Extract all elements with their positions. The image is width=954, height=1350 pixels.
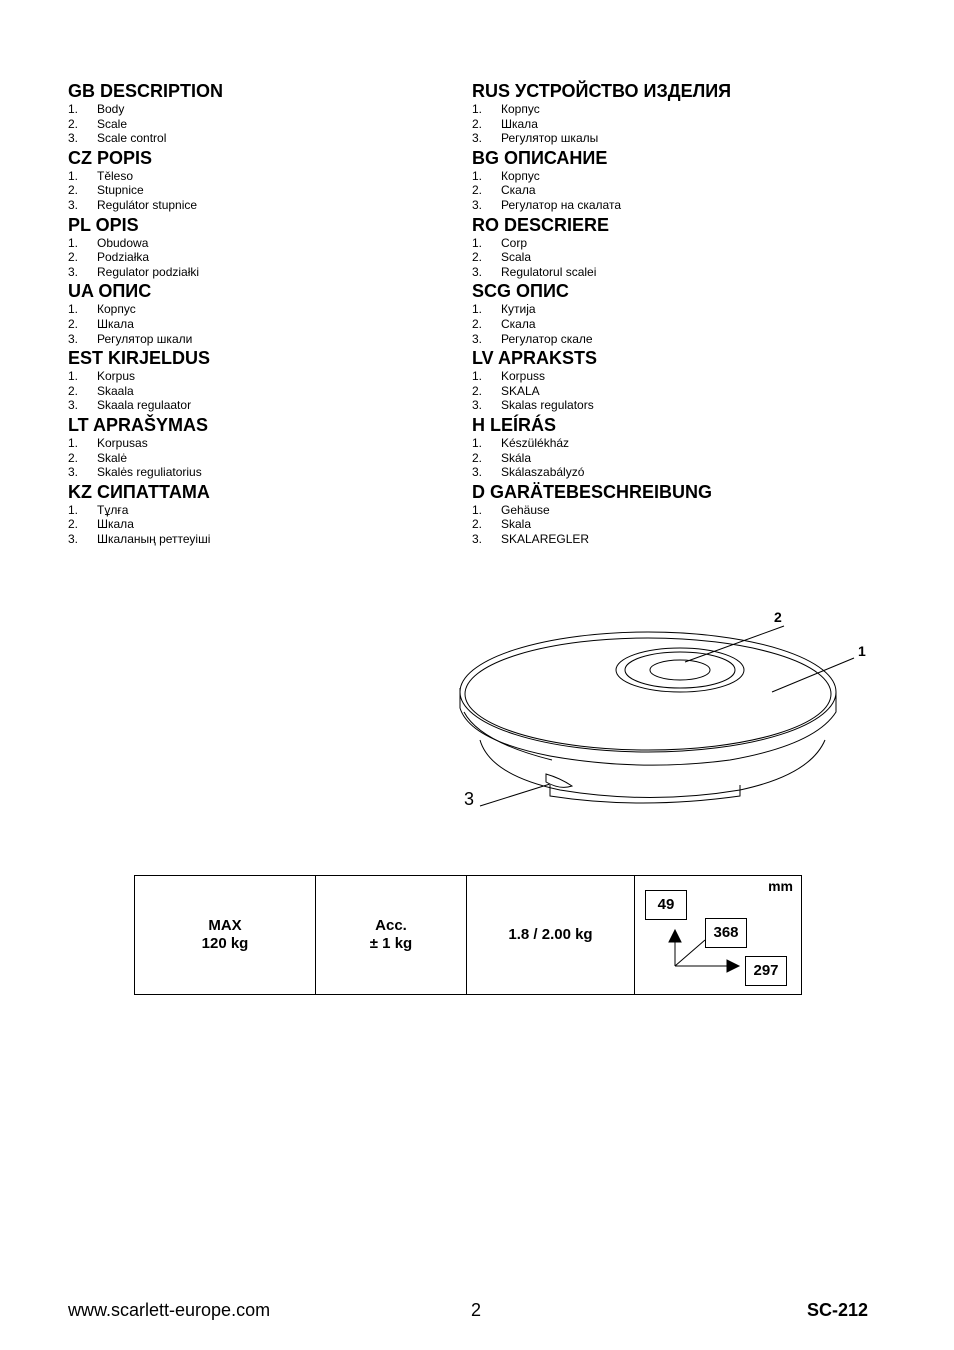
right-column <box>472 80 872 547</box>
item-text: Корпус <box>97 302 136 317</box>
language-section <box>68 214 468 280</box>
list-item <box>472 465 872 480</box>
section-title: LT APRAŠYMAS <box>68 414 209 435</box>
scale-top <box>460 632 836 752</box>
list-item <box>68 436 468 451</box>
language-section <box>68 80 468 146</box>
depth-box: 368 <box>705 918 747 948</box>
diagram-label-3: 3 <box>464 789 475 809</box>
item-text: Korpusas <box>97 435 148 450</box>
list-item <box>68 332 468 347</box>
item-text: Регулятор шкалы <box>501 131 599 146</box>
item-number: 2. <box>68 183 79 198</box>
item-text: Шкала <box>97 517 134 532</box>
item-number: 3. <box>68 531 79 546</box>
item-text: Skálaszabályzó <box>501 465 585 480</box>
item-text: SKALA <box>501 383 540 398</box>
list-item <box>68 250 468 265</box>
accuracy-cell <box>316 876 467 995</box>
item-text: Скала <box>501 316 536 331</box>
list-item <box>68 265 468 280</box>
item-number: 2. <box>68 116 79 131</box>
accuracy-label: Acc. <box>375 917 407 934</box>
list-item <box>472 102 872 117</box>
parts-list <box>68 169 468 213</box>
section-title: PL OPIS <box>68 214 139 235</box>
item-number: 1. <box>68 102 79 116</box>
scale-dial-outer <box>616 648 744 692</box>
parts-list <box>68 503 468 547</box>
item-text: Regulatorul scalei <box>501 264 597 279</box>
max-label: MAX <box>208 917 242 934</box>
section-title: EST KIRJELDUS <box>68 348 211 369</box>
item-number: 2. <box>472 517 483 532</box>
list-item <box>68 369 468 384</box>
list-item <box>68 517 468 532</box>
list-item <box>68 451 468 466</box>
language-section <box>472 214 872 280</box>
item-text: Регулятор шкали <box>97 331 193 346</box>
list-item <box>68 183 468 198</box>
list-item <box>68 117 468 132</box>
section-title: SCG ОПИС <box>472 281 569 302</box>
item-number: 2. <box>68 316 79 331</box>
list-item <box>472 398 872 413</box>
list-item <box>472 198 872 213</box>
item-number: 2. <box>68 450 79 465</box>
item-text: SKALAREGLER <box>501 531 590 546</box>
scale-dial-inner <box>650 660 710 680</box>
section-title: RO DESCRIERE <box>472 214 610 235</box>
item-number: 3. <box>472 197 483 212</box>
list-item <box>472 317 872 332</box>
parts-list <box>472 169 872 213</box>
item-number: 1. <box>472 369 483 384</box>
language-section <box>472 80 872 146</box>
item-text: Корпус <box>501 168 540 183</box>
language-section <box>68 147 468 213</box>
section-title: BG ОПИСАНИЕ <box>472 147 608 168</box>
list-item <box>68 236 468 251</box>
item-text: Тұлға <box>97 502 129 517</box>
item-text: Korpus <box>97 369 136 384</box>
section-title: H LEÍRÁS <box>472 414 557 435</box>
item-text: Skalė <box>97 450 128 465</box>
parts-list <box>472 302 872 346</box>
item-number: 3. <box>68 331 79 346</box>
list-item <box>472 503 872 518</box>
parts-list <box>472 369 872 413</box>
item-text: Obudowa <box>97 235 149 250</box>
language-section <box>68 280 468 346</box>
parts-list <box>472 236 872 280</box>
footer-url[interactable]: www.scarlett-europe.com <box>68 1300 271 1320</box>
parts-list <box>68 369 468 413</box>
item-text: Těleso <box>97 168 134 183</box>
item-text: Skaala regulaator <box>97 398 192 413</box>
item-number: 1. <box>68 235 79 250</box>
dimension-arrows-icon <box>635 876 801 994</box>
item-text: Corp <box>501 235 528 250</box>
list-item <box>472 236 872 251</box>
item-text: Készülékház <box>501 435 570 450</box>
diagram-label-2: 2 <box>774 609 782 625</box>
list-item <box>68 302 468 317</box>
item-number: 3. <box>472 398 483 413</box>
item-number: 2. <box>68 517 79 532</box>
list-item <box>68 532 468 547</box>
language-section <box>472 481 872 547</box>
width-box: 297 <box>745 956 787 986</box>
item-number: 2. <box>472 450 483 465</box>
language-section <box>68 347 468 413</box>
item-number: 1. <box>68 302 79 317</box>
scale-diagram <box>440 600 880 820</box>
item-number: 3. <box>68 197 79 212</box>
item-number: 2. <box>472 183 483 198</box>
max-cell <box>135 876 316 995</box>
list-item <box>472 302 872 317</box>
list-item <box>68 398 468 413</box>
diagram-label-1: 1 <box>858 643 866 659</box>
item-text: Body <box>97 102 125 116</box>
item-number: 2. <box>472 383 483 398</box>
item-number: 2. <box>68 383 79 398</box>
parts-list <box>472 503 872 547</box>
parts-list <box>472 436 872 480</box>
dimensions-cell <box>635 876 802 995</box>
item-number: 3. <box>68 131 79 146</box>
item-text: Корпус <box>501 102 540 116</box>
list-item <box>472 532 872 547</box>
item-number: 3. <box>472 264 483 279</box>
parts-list <box>472 102 872 146</box>
list-item <box>472 451 872 466</box>
item-text: Gehäuse <box>501 502 550 517</box>
item-number: 2. <box>472 316 483 331</box>
list-item <box>472 169 872 184</box>
accuracy-value: ± 1 kg <box>369 935 413 952</box>
item-text: Skala <box>501 517 532 532</box>
list-item <box>472 436 872 451</box>
list-item <box>472 332 872 347</box>
list-item <box>472 517 872 532</box>
item-number: 1. <box>68 168 79 183</box>
item-number: 1. <box>472 235 483 250</box>
item-number: 2. <box>472 250 483 265</box>
unit-label: mm <box>768 878 793 894</box>
section-title: LV APRAKSTS <box>472 348 598 369</box>
item-text: Scale control <box>97 131 167 146</box>
item-number: 1. <box>472 502 483 517</box>
section-title: D GARÄTEBESCHREIBUNG <box>472 481 713 502</box>
list-item <box>472 265 872 280</box>
item-number: 3. <box>472 331 483 346</box>
list-item <box>472 369 872 384</box>
item-text: Skaala <box>97 383 134 398</box>
item-text: Регулатор на скалата <box>501 197 621 212</box>
item-number: 1. <box>68 502 79 517</box>
list-item <box>68 317 468 332</box>
list-item <box>472 131 872 146</box>
item-text: Регулатор скале <box>501 331 593 346</box>
section-title: KZ СИПАТТАМА <box>68 481 210 502</box>
language-section <box>68 414 468 480</box>
section-title: CZ POPIS <box>68 147 153 168</box>
item-number: 1. <box>472 302 483 317</box>
weight-cell <box>467 876 635 995</box>
item-text: Scale <box>97 116 128 131</box>
list-item <box>472 117 872 132</box>
parts-list <box>68 436 468 480</box>
section-title: RUS УСТРОЙСТВО ИЗДЕЛИЯ <box>472 81 732 101</box>
item-text: Stupnice <box>97 183 144 198</box>
item-number: 1. <box>68 369 79 384</box>
list-item <box>68 465 468 480</box>
item-text: Scala <box>501 250 532 265</box>
item-number: 1. <box>472 102 483 116</box>
item-text: Skalas regulators <box>501 398 594 413</box>
model-number: SC-212 <box>806 1300 868 1320</box>
item-text: Regulator podziałki <box>97 264 200 279</box>
parts-list <box>68 102 468 146</box>
item-text: Regulátor stupnice <box>97 197 198 212</box>
parts-list <box>68 302 468 346</box>
left-column <box>68 80 468 547</box>
language-section <box>472 280 872 346</box>
item-text: Шкала <box>501 116 538 131</box>
list-item <box>472 183 872 198</box>
item-number: 3. <box>68 465 79 480</box>
list-item <box>68 131 468 146</box>
height-box: 49 <box>645 890 687 920</box>
item-text: Podziałka <box>97 250 150 265</box>
section-title: UA ОПИС <box>68 281 152 302</box>
language-section <box>472 414 872 480</box>
max-value: 120 kg <box>201 935 249 952</box>
section-title: GB DESCRIPTION <box>68 81 224 101</box>
item-number: 3. <box>68 398 79 413</box>
weight-value: 1.8 / 2.00 kg <box>508 926 593 943</box>
item-number: 1. <box>68 435 79 450</box>
item-number: 1. <box>472 435 483 450</box>
item-text: Skála <box>501 450 532 465</box>
language-section <box>472 347 872 413</box>
parts-list <box>68 236 468 280</box>
item-number: 1. <box>472 168 483 183</box>
item-number: 3. <box>472 131 483 146</box>
item-number: 3. <box>68 264 79 279</box>
page-number: 2 <box>471 1300 482 1320</box>
list-item <box>68 384 468 399</box>
item-text: Шкаланың реттеуіші <box>97 531 211 546</box>
list-item <box>68 503 468 518</box>
item-text: Кутија <box>501 302 536 317</box>
item-text: Skalės reguliatorius <box>97 465 202 480</box>
list-item <box>68 198 468 213</box>
item-number: 3. <box>472 531 483 546</box>
item-text: Шкала <box>97 316 134 331</box>
item-text: Korpuss <box>501 369 546 384</box>
item-number: 2. <box>472 116 483 131</box>
language-section <box>68 481 468 547</box>
item-number: 2. <box>68 250 79 265</box>
item-number: 3. <box>472 465 483 480</box>
list-item <box>472 384 872 399</box>
scale-body-side <box>460 688 836 765</box>
list-item <box>68 169 468 184</box>
list-item <box>68 102 468 117</box>
language-section <box>472 147 872 213</box>
list-item <box>472 250 872 265</box>
item-text: Скала <box>501 183 536 198</box>
scale-base <box>480 740 825 798</box>
spec-table <box>134 875 802 995</box>
